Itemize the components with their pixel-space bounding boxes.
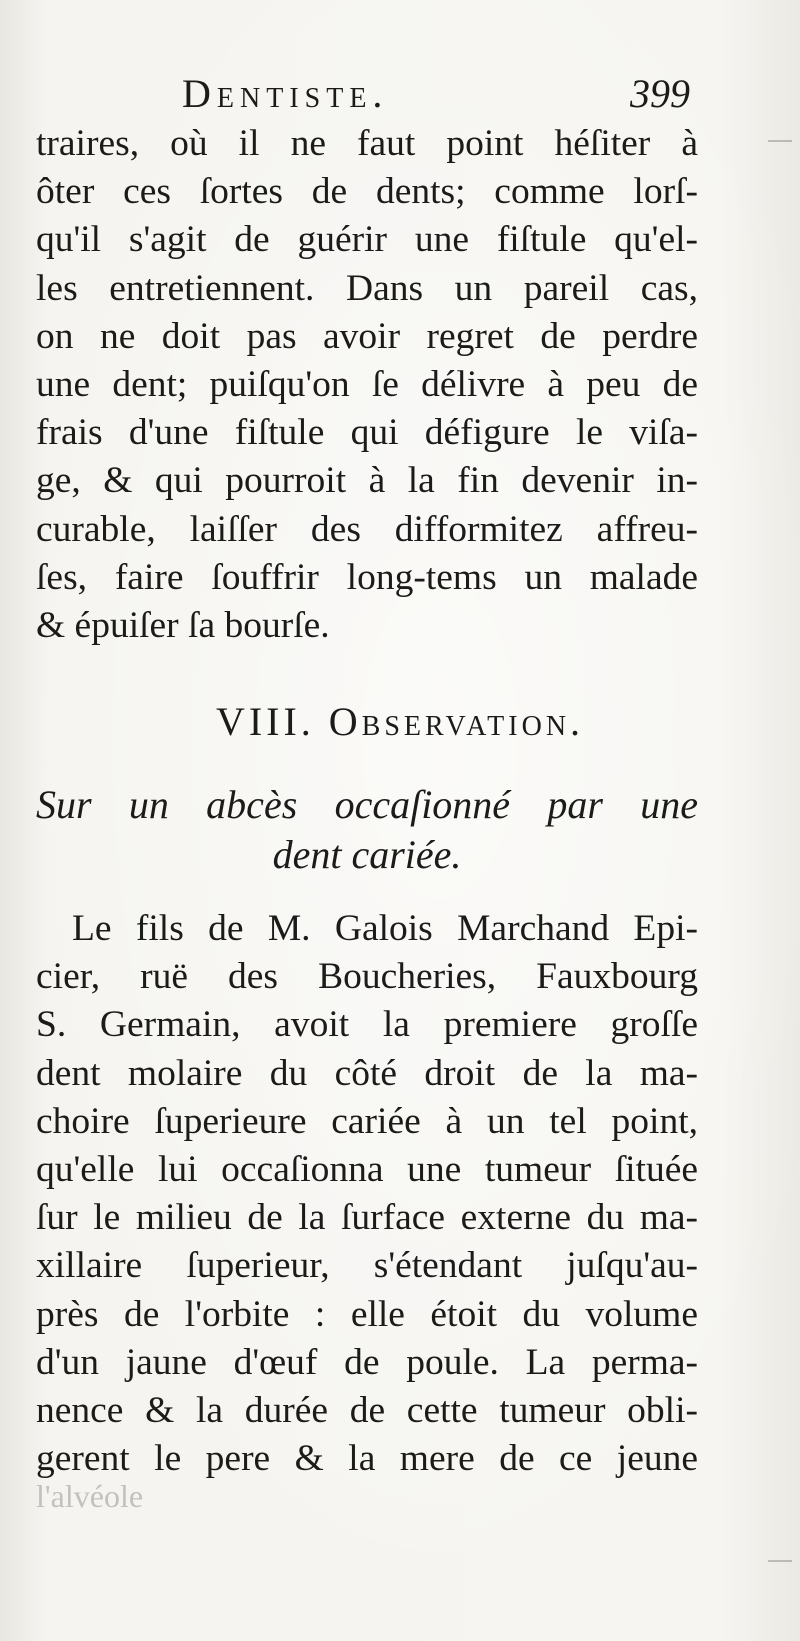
text-line: une dent; puiſqu'on ſe délivre à peu de (36, 363, 698, 405)
text-line: ge, & qui pourroit à la fin devenir in- (36, 460, 698, 502)
text-line: près de l'orbite : elle étoit du volume (36, 1293, 698, 1335)
page-edge-mark (768, 140, 792, 142)
running-title: Dentiste. (182, 71, 389, 116)
text-line: Le fils de M. Galois Marchand Epi- (72, 908, 698, 949)
text-line: gerent le pere & la mere de ce jeune (36, 1438, 698, 1480)
section-subtitle (36, 780, 698, 880)
text-line: on ne doit pas avoir regret de perdre (36, 315, 698, 357)
text-line: S. Germain, avoit la premiere groſſe (36, 1004, 698, 1046)
text-line: cier, ruë des Boucheries, Fauxbourg (36, 956, 698, 998)
text-line: traires, où il ne faut point héſiter à (36, 123, 698, 164)
section-title: VIII. Observation. (215, 699, 585, 744)
catchword: l'alvéole (36, 1478, 144, 1514)
text-line: choire ſuperieure cariée à un tel point, (36, 1100, 698, 1142)
text-line: d'un jaune d'œuf de poule. La perma- (36, 1341, 698, 1383)
text-line: qu'il s'agit de guérir une fiſtule qu'el- (36, 219, 698, 261)
text-line: les entretiennent. Dans un pareil cas, (36, 267, 698, 309)
page-edge-mark (768, 1560, 792, 1562)
subtitle-line: Sur un abcès occaſionné par une (36, 782, 698, 827)
paragraph-2 (36, 905, 698, 1483)
text-line: ôter ces ſortes de dents; comme lorſ- (36, 171, 698, 213)
text-line: curable, laiſſer des difformitez affreu- (36, 508, 698, 550)
paragraph-1 (36, 120, 698, 650)
subtitle-line: dent cariée. (272, 832, 462, 877)
text-line: ſur le milieu de la ſurface externe du ma- (36, 1197, 698, 1239)
page-number: 399 (630, 71, 690, 116)
text-line: ſes, faire ſouffrir long-tems un malade (36, 556, 698, 598)
text-line: & épuiſer ſa bourſe. (36, 604, 330, 646)
text-line: dent molaire du côté droit de la ma- (36, 1052, 698, 1094)
text-line: qu'elle lui occaſionna une tumeur ſituée (36, 1148, 698, 1190)
text-line: nence & la durée de cette tumeur obli- (36, 1389, 698, 1431)
text-line: frais d'une fiſtule qui défigure le viſa- (36, 412, 698, 454)
text-line: xillaire ſuperieur, s'étendant juſqu'au- (36, 1245, 698, 1287)
